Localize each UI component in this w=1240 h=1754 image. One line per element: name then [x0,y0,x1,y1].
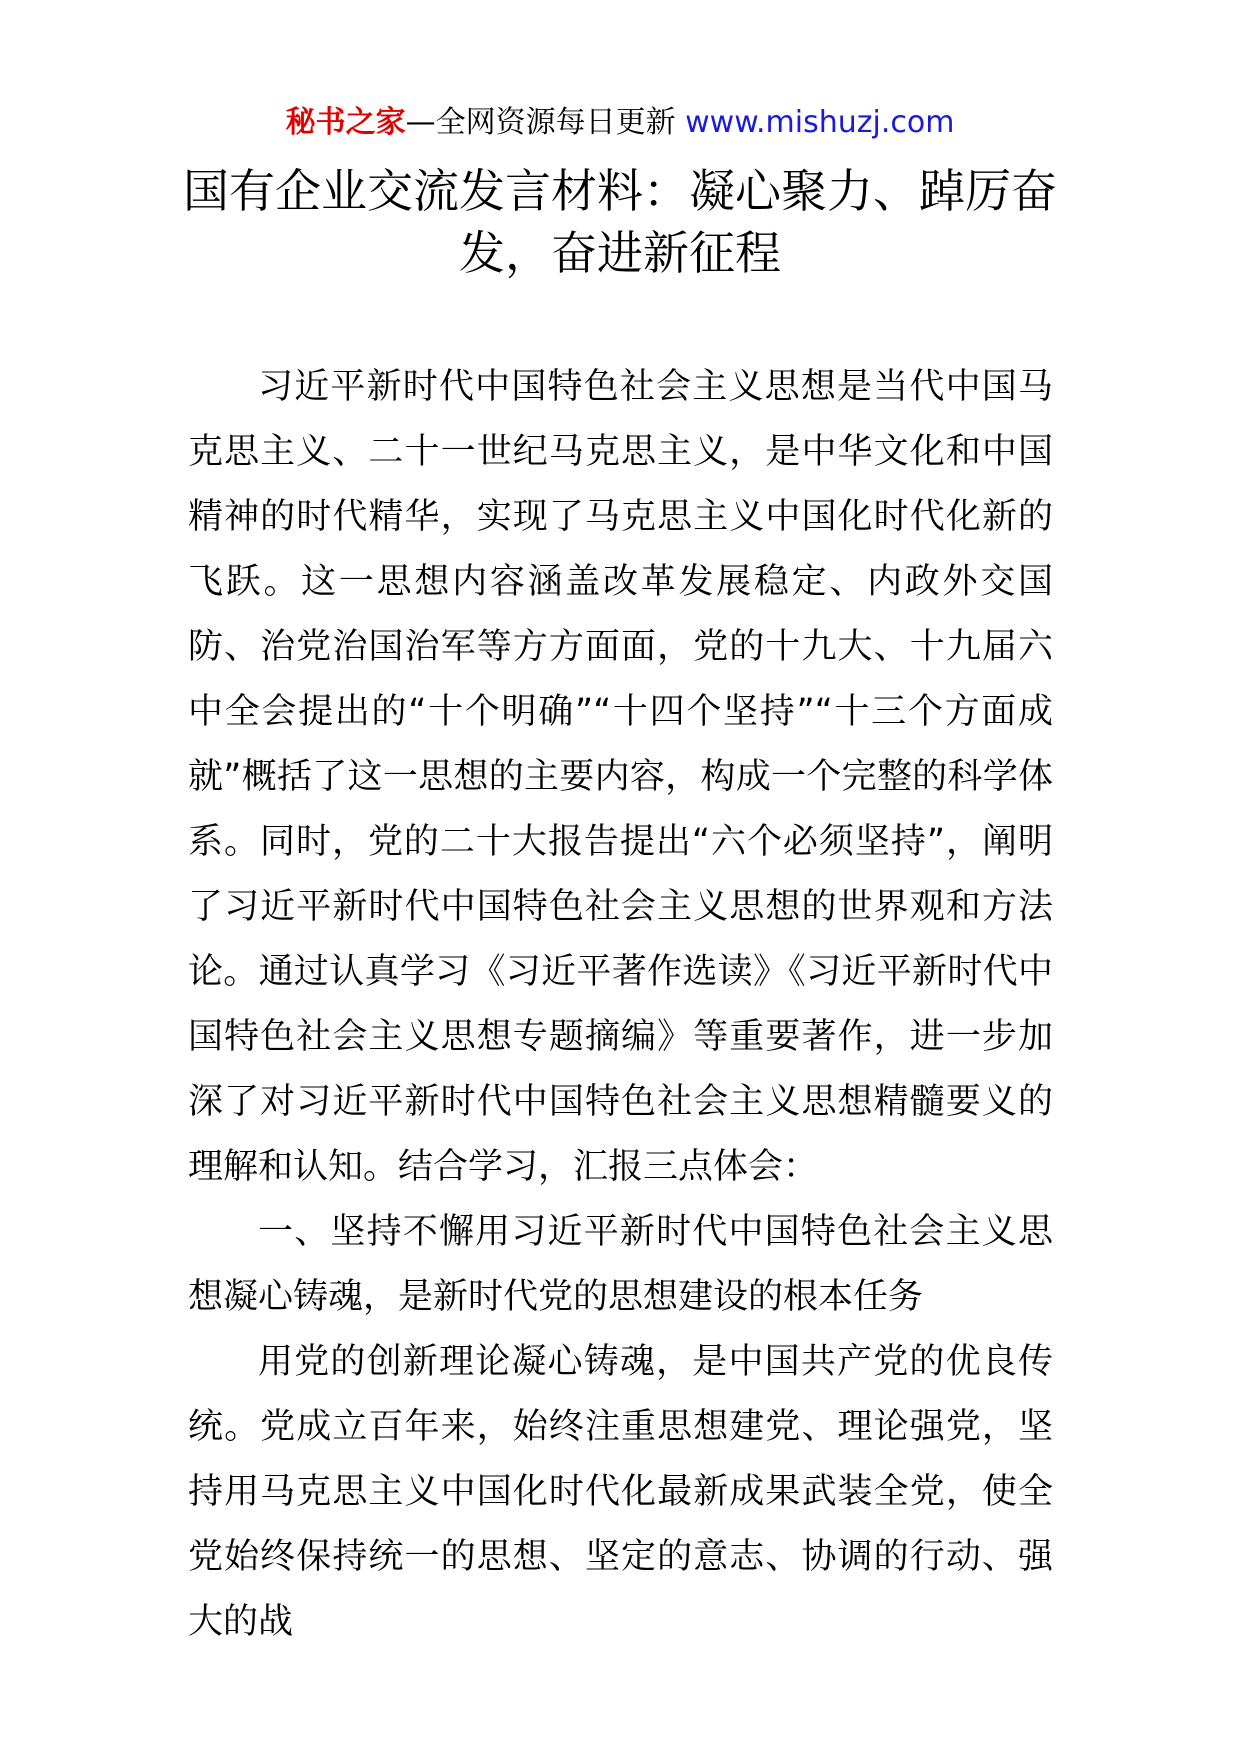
body-paragraph: 用党的创新理论凝心铸魂，是中国共产党的优良传统。党成立百年来，始终注重思想建党、理论强党，坚持用马克思主义中国化时代化最新成果武装全党，使全党始终保持统一的思想、坚定的意志、协调的行动、强大的战 [188,1342,1053,1642]
site-url-link[interactable]: www.mishuzj.com [685,105,955,140]
document-title: 国有企业交流发言材料：凝心聚力、踔厉奋发，奋进新征程 [183,164,1057,280]
body-paragraph: 习近平新时代中国特色社会主义思想是当代中国马克思主义、二十一世纪马克思主义，是中华文化和中国精神的时代精华，实现了马克思主义中国化时代化新的飞跃。这一思想内容涵盖改革发展稳定、内政外交国防、治党治国治军等方方面面，党的十九大、十九届六中全会提出的“十个明确”“十四个坚持”“十三个方面成就”概括了这一思想的主要内容，构成一个完整的科学体系。同时，党的二十大报告提出“六个必须坚持”，阐明了习近平新时代中国特色社会主义思想的世界观和方法论。通过认真学习《习近平著作选读》《习近平新时代中国特色社会主义思想专题摘编》等重要著作，进一步加深了对习近平新时代中国特色社会主义思想精髓要义的理解和认知。结合学习，汇报三点体会： [188,367,1053,1187]
site-header [0,103,1240,143]
section-heading: 一、坚持不懈用习近平新时代中国特色社会主义思想凝心铸魂，是新时代党的思想建设的根本任务 [188,1212,1053,1317]
header-tagline: —全网资源每日更新 [405,105,676,140]
brand-name: 秘书之家 [285,105,406,140]
